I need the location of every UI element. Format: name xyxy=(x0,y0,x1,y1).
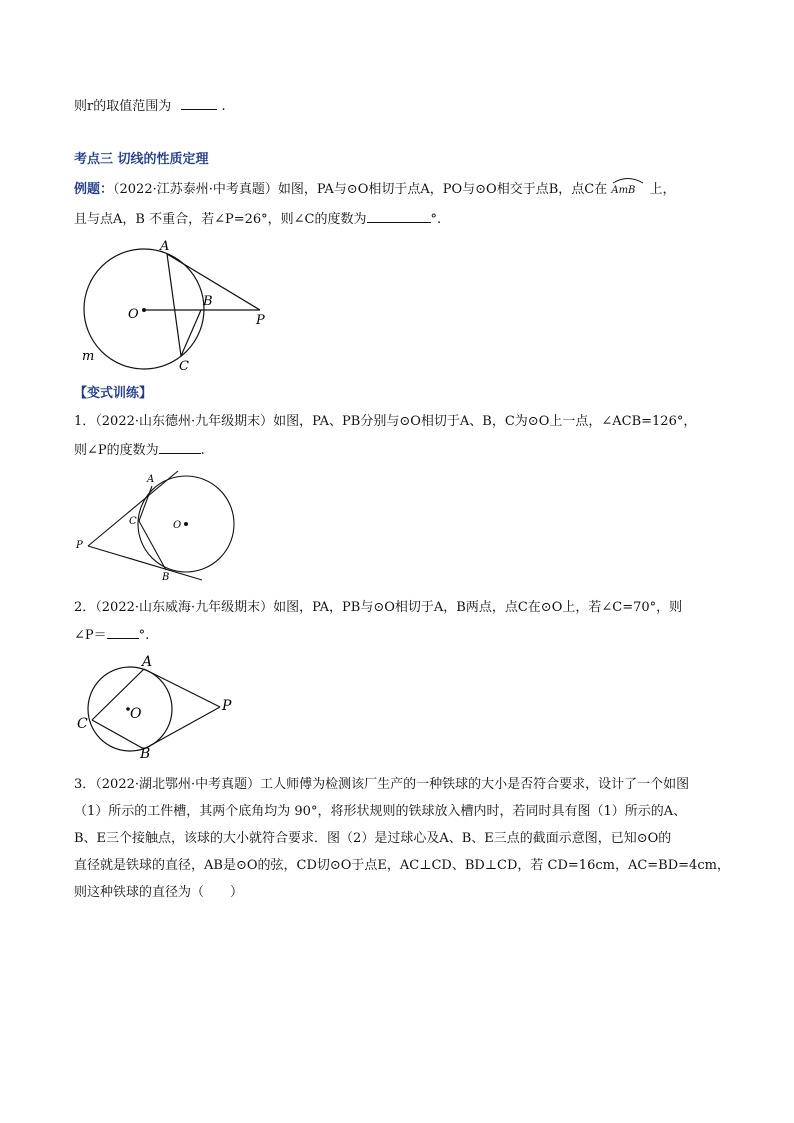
q1-text-2: 则∠P的度数为 xyxy=(74,443,159,458)
label-c: C xyxy=(77,716,88,732)
center-dot xyxy=(184,522,188,526)
q1-text-2-end: . xyxy=(200,443,205,458)
label-a: A xyxy=(160,239,170,254)
label-p: P xyxy=(256,313,265,328)
tangent-pa xyxy=(88,471,178,546)
label-b: B xyxy=(162,572,170,583)
tangent-pb xyxy=(144,707,220,749)
q2-line-2 xyxy=(74,626,149,645)
q3-line-1: 3．（2022·湖北鄂州·中考真题）工人师傅为检测该厂生产的一种铁球的大小是否符合要求，设计了一个如图 xyxy=(74,777,690,792)
example-line-1 xyxy=(74,181,676,200)
q2-figure xyxy=(74,652,244,762)
label-p: P xyxy=(76,540,83,551)
example-figure xyxy=(74,234,274,374)
q1-figure xyxy=(74,466,254,586)
chord-ac xyxy=(167,254,181,356)
label-m: m xyxy=(82,349,95,364)
label-o: O xyxy=(173,520,182,531)
tangent-pa xyxy=(144,669,220,707)
q2-text-2-end: °. xyxy=(138,628,150,643)
chord-cb xyxy=(92,720,144,749)
answer-blank[interactable] xyxy=(107,626,139,639)
label-b: B xyxy=(203,294,213,309)
label-o: O xyxy=(128,307,139,322)
variant-heading: 【变式训练】 xyxy=(74,386,153,401)
answer-blank[interactable] xyxy=(159,441,201,454)
center-dot xyxy=(142,308,146,312)
example-label: 例题： xyxy=(74,182,114,197)
example-line-2 xyxy=(74,210,441,229)
label-o: O xyxy=(130,706,142,722)
label-c: C xyxy=(129,516,137,527)
example-text-1-end: 上， xyxy=(649,182,676,197)
chord-bc xyxy=(181,310,201,356)
example-text-1: （2022·江苏泰州·中考真题）如图，PA与⊙O相切于点A，PO与⊙O相交于点B，点C在 xyxy=(113,182,608,197)
tangent-pb xyxy=(88,546,202,580)
label-p: P xyxy=(222,698,232,714)
chord-ac xyxy=(139,486,152,521)
arc-mark-icon xyxy=(611,176,645,184)
q3-line-2: （1）所示的工件槽，其两个底角均为 90°，将形状规则的铁球放入槽内时，若同时具有图（1）所示的A、 xyxy=(74,804,687,819)
q3-line-4: 直径就是铁球的直径，AB是⊙O的弦，CD切⊙O于点E，AC⊥CD、BD⊥CD，若 CD=16cm，AC=BD=4cm， xyxy=(74,858,730,873)
answer-blank[interactable] xyxy=(367,210,431,223)
q3-line-3: B、E三个接触点，该球的大小就符合要求．图（2）是过球心及A、B、E三点的截面示意图，已知⊙O的 xyxy=(74,831,672,846)
q-tail-end: . xyxy=(221,99,226,114)
answer-blank[interactable] xyxy=(181,97,217,110)
arc-amb xyxy=(611,181,645,200)
q-tail-line xyxy=(74,97,226,116)
label-c: C xyxy=(179,359,189,374)
q2-text-2: ∠P＝ xyxy=(74,628,107,643)
example-text-2: 且与点A，B 不重合，若∠P=26°，则∠C的度数为 xyxy=(74,212,367,227)
label-b: B xyxy=(140,746,151,762)
q1-line-1: 1．（2022·山东德州·九年级期末）如图，PA、PB分别与⊙O相切于A、B，C为⊙O上一点，∠ACB=126°， xyxy=(74,414,697,429)
section-title: 考点三 切线的性质定理 xyxy=(74,152,209,167)
q3-line-5: 则这种铁球的直径为（ ） xyxy=(74,885,244,900)
label-a: A xyxy=(147,474,155,485)
arc-label: AmB xyxy=(611,185,636,196)
label-a: A xyxy=(142,654,153,670)
tangent-pa xyxy=(167,254,260,310)
example-text-2-end: °. xyxy=(430,212,442,227)
q1-line-2 xyxy=(74,441,205,460)
q-tail-text: 则r的取值范围为 xyxy=(74,99,172,114)
q2-line-1: 2．（2022·山东威海·九年级期末）如图，PA，PB与⊙O相切于A，B两点，点C在⊙O上，若∠C=70°，则 xyxy=(74,600,683,615)
